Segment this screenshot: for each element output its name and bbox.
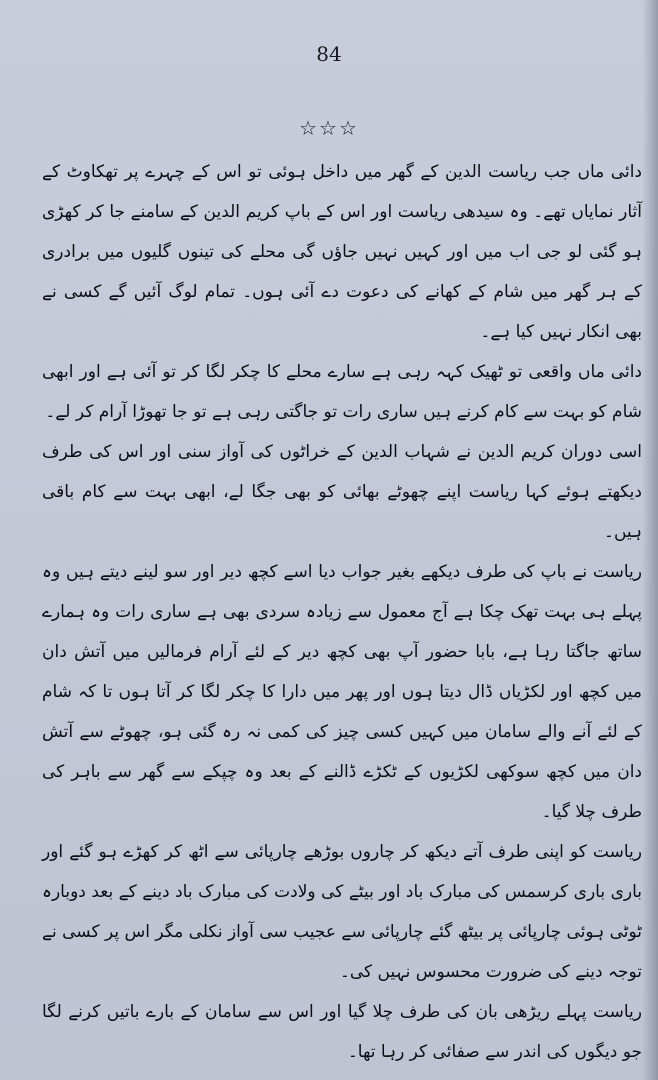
paragraph: دائی ماں جب ریاست الدین کے گھر میں داخل ہوئی تو اس کے چہرے پر تھکاوٹ کے آثار نمایاں تھے۔ وہ سیدھی ریاست اور اس کے باپ کریم الدین کے سامنے جا کر کھڑی ہو گئی لو جی اب میں اور کہیں نہیں جاؤں گی محلے کی تینوں گلیوں میں برادری کے ہر گھر میں شام کے کھانے کی دعوت دے آئی ہوں۔ تمام لوگ آئیں گے کسی نے بھی انکار نہیں کیا ہے۔ <box>42 162 642 342</box>
paragraph: ریاست نے باپ کی طرف دیکھے بغیر جواب دیا اسے کچھ دیر اور سو لینے دیتے ہیں وہ پہلے ہی بہت تھک چکا ہے آج معمول سے زیادہ سردی بھی ہے ساری رات وہ ہمارے ساتھ جاگتا رہا ہے، بابا حضور آپ بھی کچھ دیر کے لئے آرام فرمالیں میں آتش دان میں کچھ اور لکڑیاں ڈال دیتا ہوں اور پھر میں دارا کا چکر لگا کر آتا ہوں تا کہ شام کے لئے آنے والے سامان میں کہیں کسی چیز کی کمی نہ رہ گئی ہو، چھوٹے سے آتش دان میں کچھ سوکھی لکڑیوں کے ٹکڑے ڈالنے کے بعد وہ چپکے سے گھر سے باہر کی طرف چلا گیا۔ <box>42 562 642 822</box>
paragraph: دائی ماں واقعی تو ٹھیک کہہ رہی ہے سارے محلے کا چکر لگا کر تو آئی ہے اور ابھی شام کو بہت سے کام کرنے ہیں ساری رات تو جاگتی رہی ہے تو جا تھوڑا آرام کر لے۔ <box>42 362 642 422</box>
section-divider-stars: ☆☆☆ <box>299 116 359 140</box>
body-text <box>42 152 642 1072</box>
page-edge-shadow <box>642 0 658 1080</box>
page-number: 84 <box>316 42 342 66</box>
paragraph: اسی دوران کریم الدین نے شہاب الدین کے خراٹوں کی آواز سنی اور اس کی طرف دیکھتے ہوئے کہا ریاست اپنے چھوٹے بھائی کو بھی جگا لے، ابھی بہت سے کام باقی ہیں۔ <box>42 442 642 542</box>
paragraph: ریاست کو اپنی طرف آتے دیکھ کر چاروں بوڑھے چارپائی سے اٹھ کر کھڑے ہو گئے اور باری باری کرسمس کی مبارک باد اور بیٹے کی ولادت کی مبارک باد دینے کے بعد دوبارہ ٹوٹی ہوئی چارپائی پر بیٹھ گئے چارپائی سے عجیب سی آواز نکلی مگر اس پر کسی نے توجہ دینے کی ضرورت محسوس نہیں کی۔ <box>42 842 642 982</box>
paragraph: ریاست پہلے ریڑھی بان کی طرف چلا گیا اور اس سے سامان کے بارے باتیں کرنے لگا جو دیگوں کی اندر سے صفائی کر رہا تھا۔ <box>42 1002 642 1062</box>
